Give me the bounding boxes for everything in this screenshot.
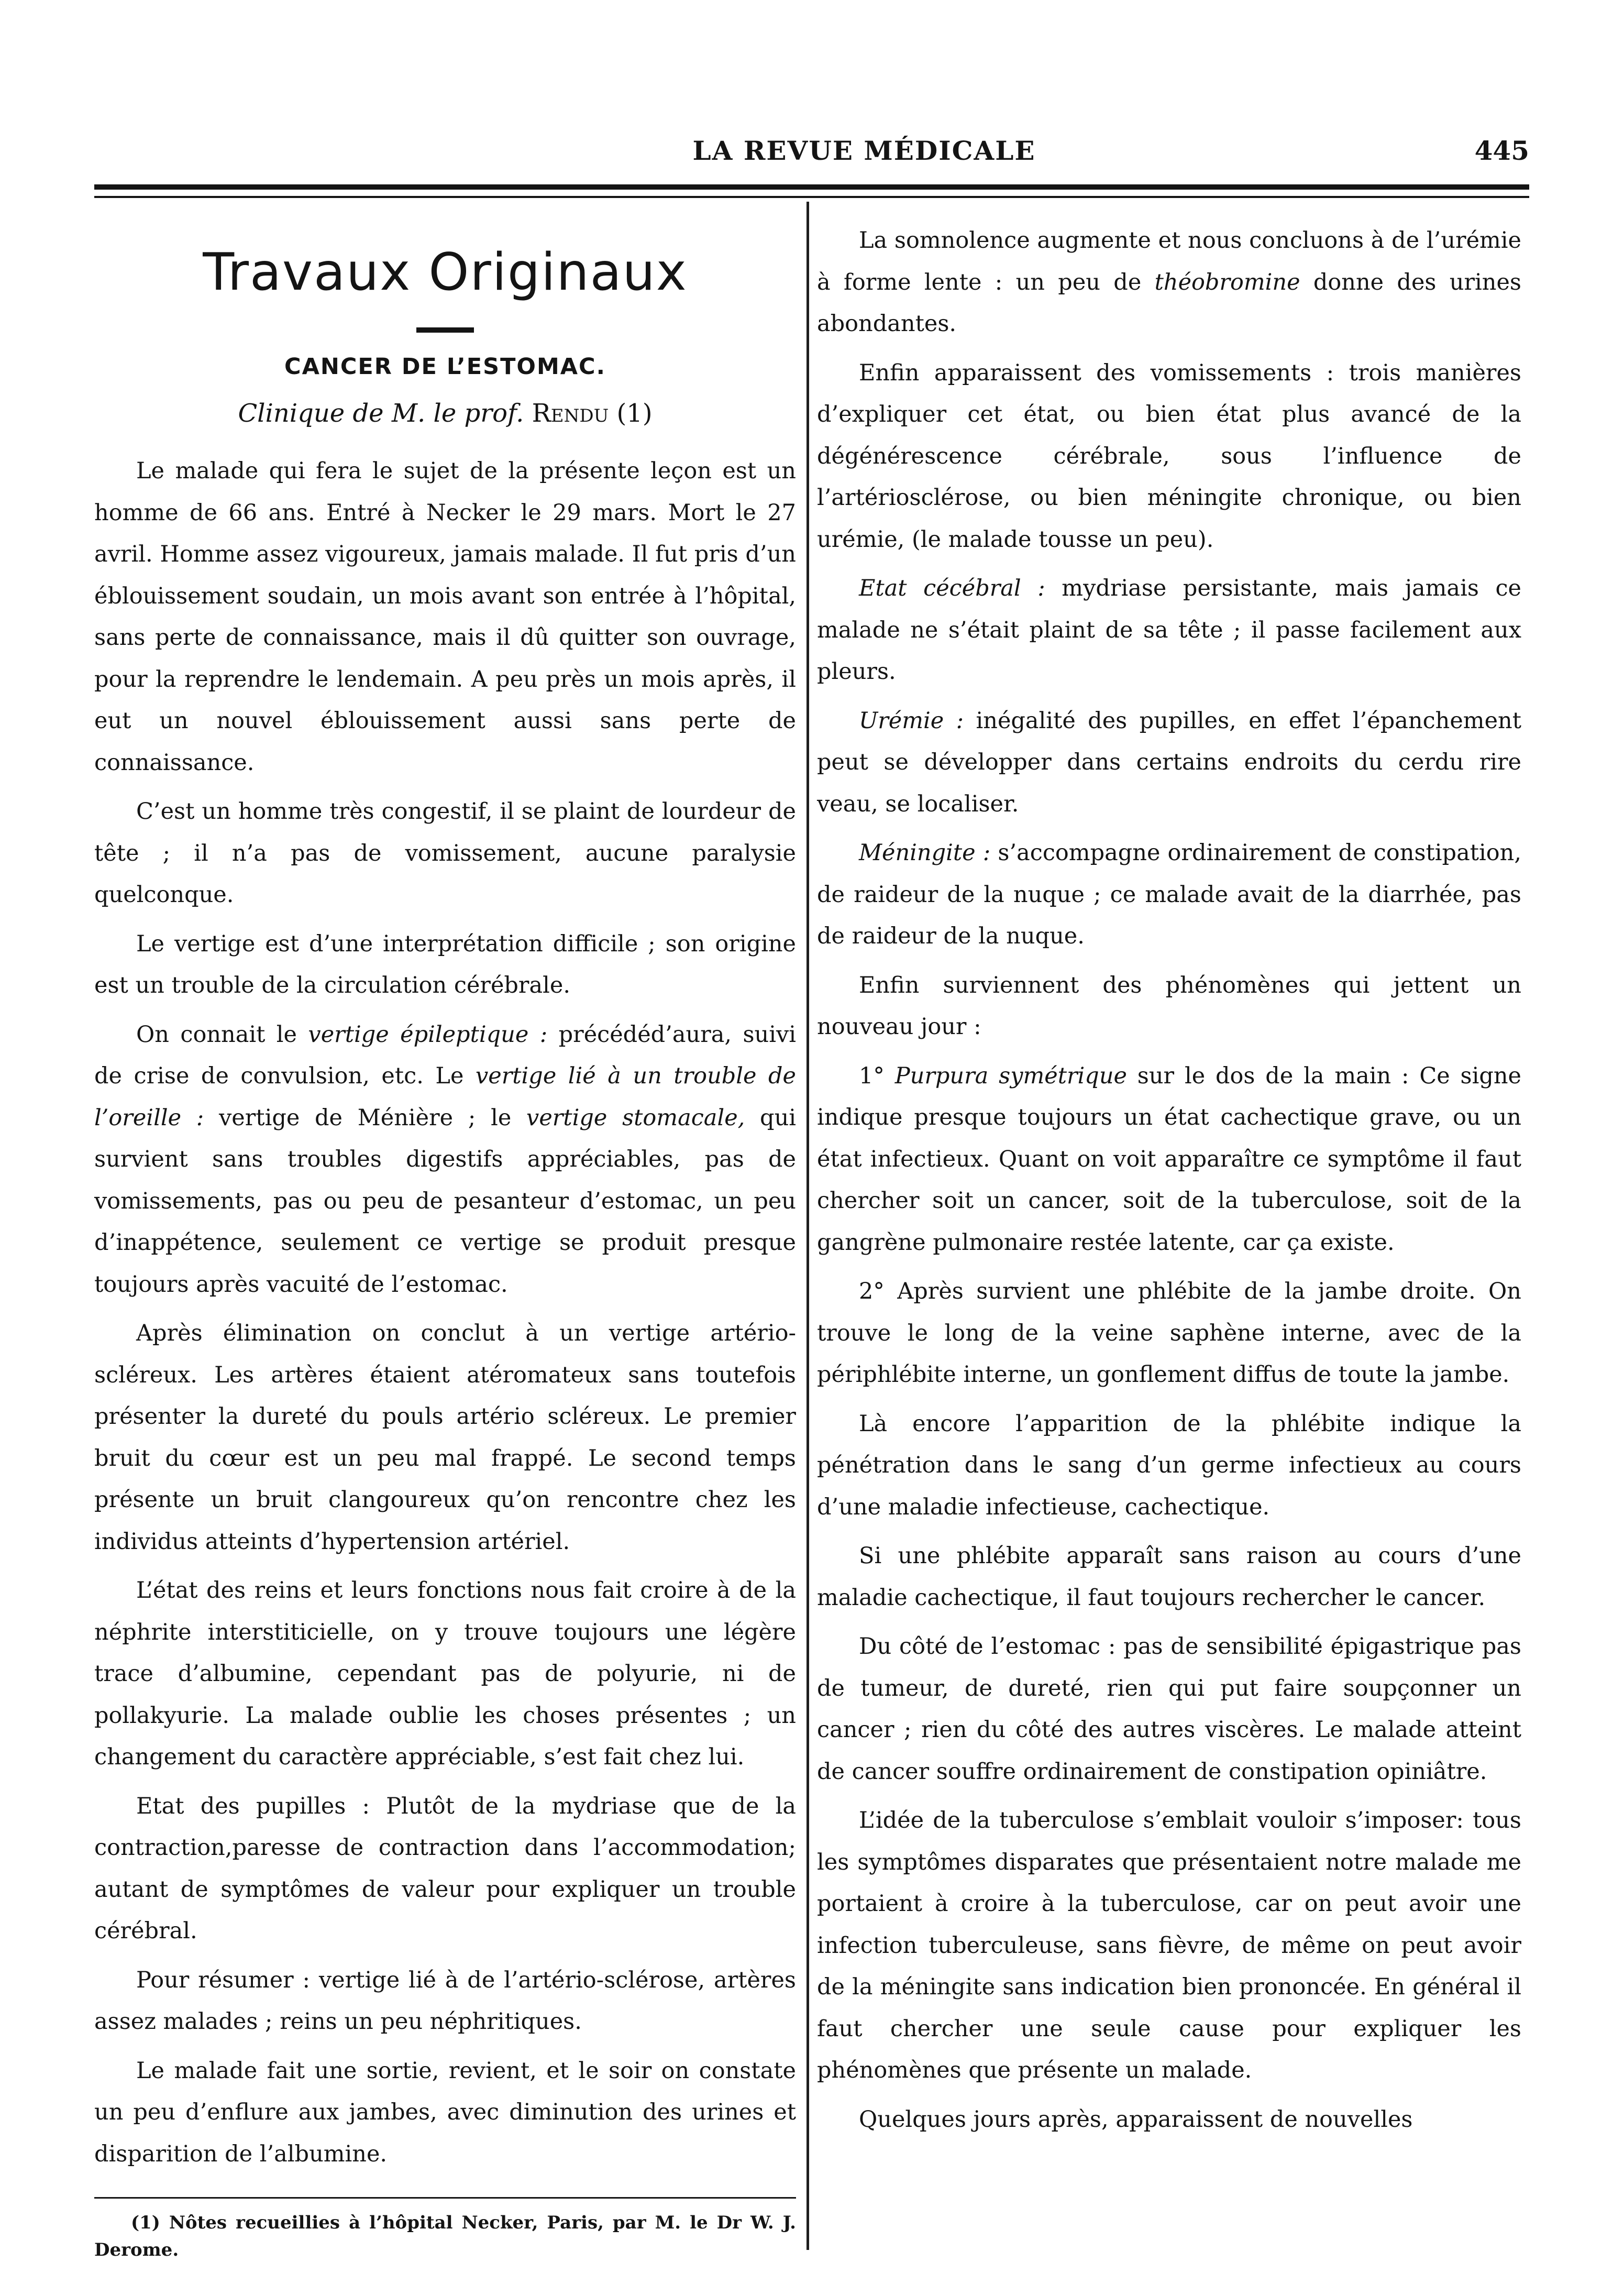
page-number: 445: [1474, 135, 1529, 166]
right-column: [817, 220, 1521, 2148]
text-run-italic: théobromine: [1154, 269, 1300, 295]
article-byline: [94, 394, 796, 432]
text-run: précédéd’aura, suivi de crise de convulsion, etc. Le: [94, 1021, 797, 1089]
paragraph: Le malade qui fera le sujet de la présente leçon est un homme de 66 ans. Entré à Necker le 29 mars. Mort le 27 avril. Homme assez vigoureux, jamais malade. Il fut pris d’un éblouissement soudain, un mois avant son entrée à l’hôpital, sans perte de connaissance, mais il dû quitter son ouvrage, pour la reprendre le lendemain. A peu près un mois après, il eut un nouvel éblouissement aussi sans perte de connaissance.: [94, 458, 796, 776]
paragraph: Après élimination on conclut à un vertige artério-scléreux. Les artères étaient atéromateux sans toutefois présenter la dureté du pouls artério scléreux. Le premier bruit du cœur est un peu mal frappé. Le second temps présente un bruit clangoureux qu’on rencontre chez les individus atteints d’hypertension artériel.: [94, 1320, 796, 1555]
paragraph: Pour résumer : vertige lié à de l’artério-sclérose, artères assez malades ; reins un peu néphritiques.: [94, 1967, 796, 2035]
text-run: s’accompagne ordinairement de constipation, de raideur de la nuque ; ce malade avait de la diarrhée, pas de raideur de la nuque.: [817, 840, 1521, 949]
text-run-italic: Urémie :: [859, 707, 964, 734]
text-run: vertige de Ménière ; le: [204, 1104, 527, 1131]
text-run: inégalité des pupilles, en effet l’épanchement peut se développer dans certains endroits du cerdu rire veau, se localiser.: [817, 707, 1521, 817]
text-run-italic: Etat cécébral :: [859, 575, 1045, 601]
paragraph: [817, 832, 1521, 958]
paragraph: Enfin surviennent des phénomènes qui jettent un nouveau jour :: [817, 972, 1521, 1040]
byline-name: Rendu: [532, 399, 609, 428]
text-run-italic: vertige épileptique :: [308, 1021, 548, 1048]
left-column: [94, 220, 796, 2264]
paragraph: 2° Après survient une phlébite de la jambe droite. On trouve le long de la veine saphène interne, avec de la périphlébite interne, un gonflement diffus de toute la jambe.: [817, 1278, 1521, 1388]
article-title: CANCER DE L’ESTOMAC.: [284, 354, 606, 380]
paragraph: Le vertige est d’une interprétation difficile ; son origine est un trouble de la circulation cérébrale.: [94, 930, 796, 998]
paragraph: [817, 220, 1521, 345]
paragraph: L’état des reins et leurs fonctions nous fait croire à de la néphrite interstiticielle, on y trouve toujours une légère trace d’albumine, cependant pas de polyurie, ni de pollakyurie. La malade oublie les choses présentes ; un changement du caractère appréciable, s’est fait chez lui.: [94, 1577, 796, 1770]
paragraph: [817, 1056, 1521, 1264]
footnote: (1) Nôtes recueillies à l’hôpital Necker, Paris, par M. le Dr W. J. Derome.: [94, 2212, 796, 2260]
paragraph: [817, 700, 1521, 826]
footnote-rule: [94, 2197, 796, 2199]
paragraph: C’est un homme très congestif, il se plaint de lourdeur de tête ; il n’a pas de vomissement, aucune paralysie quelconque.: [94, 798, 796, 908]
text-run-italic: Purpura symétrique: [894, 1062, 1127, 1089]
header-rule-thin: [94, 196, 1529, 198]
paragraph: Le malade fait une sortie, revient, et le soir on constate un peu d’enflure aux jambes, avec diminution des urines et disparition de l’albumine.: [94, 2057, 796, 2167]
column-divider: [807, 202, 809, 2250]
text-run: On connait le: [136, 1021, 308, 1048]
paragraph: L’idée de la tuberculose s’emblait vouloir s’imposer: tous les symptômes disparates que présentaient notre malade me portaient à croire à la tuberculose, car on peut avoir une infection tuberculeuse, sans fièvre, de même on peut avoir de la méningite sans indication bien prononcée. En général il faut chercher une seule cause pour expliquer les phénomènes que présente un malade.: [817, 1807, 1521, 2083]
text-run-italic: vertige lié à un trouble de l’oreille :: [94, 1063, 796, 1131]
paragraph: Etat des pupilles : Plutôt de la mydriase que de la contraction,paresse de contraction dans l’accommodation; autant de symptômes de valeur pour expliquer un trouble cérébral.: [94, 1793, 796, 1944]
text-run: La somnolence augmente et nous concluons à de l’urémie à forme lente : un peu de: [817, 227, 1521, 295]
text-run: donne des urines abondantes.: [817, 269, 1522, 337]
paragraph: Là encore l’apparition de la phlébite indique la pénétration dans le sang d’un germe infectieux au cours d’une maladie infectieuse, cachectique.: [817, 1410, 1521, 1520]
text-run-italic: vertige stomacale,: [526, 1104, 745, 1131]
paragraph: Enfin apparaissent des vomissements : trois manières d’expliquer cet état, ou bien état plus avancé de la dégénérescence cérébrale, sous l’influence de l’artériosclérose, ou bien méningite chronique, ou bien urémie, (le malade tousse un peu).: [817, 359, 1521, 553]
paragraph: [817, 568, 1521, 693]
text-run: 1°: [859, 1062, 895, 1089]
text-run: sur le dos de la main : Ce signe indique presque toujours un état cachectique grave, ou un état infectieux. Quant on voit apparaître ce symptôme il faut chercher soit un cancer, soit de la tuberculose, soit de la gangrène pulmonaire restée latente, car ça existe.: [817, 1062, 1521, 1256]
paragraph: Si une phlébite apparaît sans raison au cours d’une maladie cachectique, il faut toujours rechercher le cancer.: [817, 1543, 1521, 1611]
section-title: Travaux Originaux: [203, 243, 688, 302]
byline-clinic: Clinique de M. le prof.: [238, 399, 524, 428]
text-run-italic: Méningite :: [859, 840, 991, 866]
byline-footnote-ref: (1): [616, 399, 653, 428]
paragraph: Quelques jours après, apparaissent de nouvelles: [859, 2106, 1413, 2133]
paragraph: [94, 1014, 796, 1306]
text-run: qui survient sans troubles digestifs appréciables, pas de vomissements, pas ou peu de pesanteur d’estomac, un peu d’inappétence, seulement ce vertige se produit presque toujours après vacuité de l’estomac.: [94, 1104, 797, 1298]
text-run: mydriase persistante, mais jamais ce malade ne s’était plaint de sa tête ; il passe facilement aux pleurs.: [817, 575, 1521, 685]
paragraph: Du côté de l’estomac : pas de sensibilité épigastrique pas de tumeur, de dureté, rien qui put faire soupçonner un cancer ; rien du côté des autres viscères. Le malade atteint de cancer souffre ordinairement de constipation opiniâtre.: [817, 1633, 1521, 1785]
running-header: [94, 135, 1529, 177]
header-rule-thick: [94, 184, 1529, 190]
title-ornament-rule: [416, 327, 474, 333]
journal-title: LA REVUE MÉDICALE: [692, 135, 1036, 166]
